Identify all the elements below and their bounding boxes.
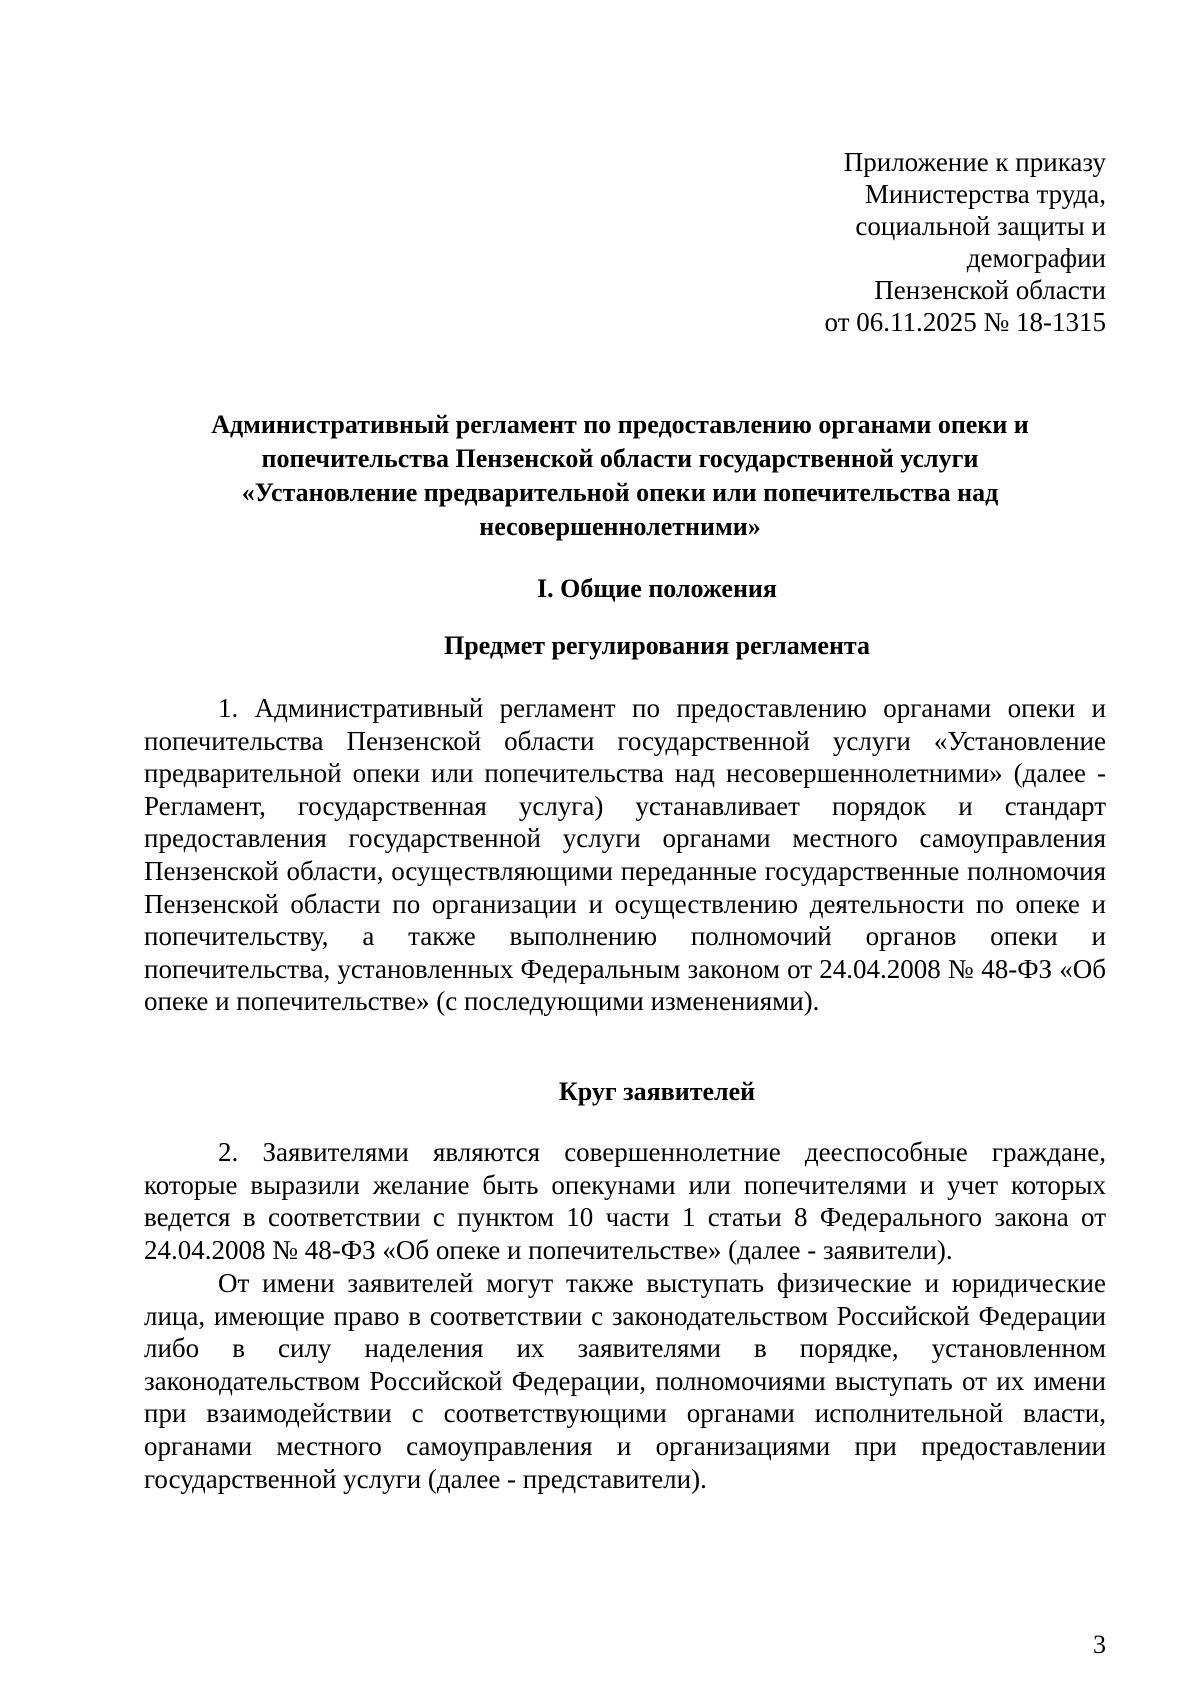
appendix-block	[586, 146, 1106, 338]
paragraph-1: 1. Административный регламент по предоставлению органами опеки и попечительства Пензенской области государственной услуги «Установление предварительной опеки или попечительства над несовершеннолетними» (далее - Регламент, государственная услуга) устанавливает порядок и стандарт предоставления государственной услуги органами местного самоуправления Пензенской области, осуществляющими переданные государственные полномочия Пензенской области по организации и осуществлению деятельности по опеке и попечительству, а также выполнению полномочий органов опеки и попечительства, установленных Федеральным законом от 24.04.2008 № 48-ФЗ «Об опеке и попечительстве» (с последующими изменениями).	[144, 693, 1106, 1017]
paragraph-3: От имени заявителей могут также выступать физические и юридические лица, имеющие право в соответствии с законодательством Российской Федерации либо в силу наделения их заявителями в порядке, установленном законодательством Российской Федерации, полномочиями выступать от их имени при взаимодействии с соответствующими органами исполнительной власти, органами местного самоуправления и организациями при предоставлении государственной услуги (далее - представители).	[144, 1268, 1106, 1494]
subsection-heading-subject: Предмет регулирования регламента	[443, 631, 871, 660]
title-line: Административный регламент по предоставлению органами опеки и	[211, 410, 1029, 439]
appendix-line: от 06.11.2025 № 18-1315	[824, 307, 1106, 337]
title-line: «Установление предварительной опеки или попечительства над	[241, 478, 999, 507]
appendix-line: Приложение к приказу	[843, 147, 1106, 177]
appendix-line: Пензенской области	[874, 275, 1106, 305]
document-title	[160, 408, 1080, 544]
section-heading-general: I. Общие положения	[537, 574, 777, 603]
appendix-line: социальной защиты и	[855, 211, 1106, 241]
paragraph-2: 2. Заявителями являются совершеннолетние дееспособные граждане, которые выразили желание быть опекунами или попечителями и учет которых ведется в соответствии с пунктом 10 части 1 статьи 8 Федерального закона от 24.04.2008 № 48-ФЗ «Об опеке и попечительстве» (далее - заявители).	[144, 1137, 1106, 1265]
appendix-line: Министерства труда,	[864, 179, 1106, 209]
page-number: 3	[1093, 1630, 1106, 1659]
subsection-heading-applicants: Круг заявителей	[558, 1077, 756, 1106]
appendix-line: демографии	[966, 243, 1106, 273]
title-line: попечительства Пензенской области государственной услуги	[261, 444, 979, 473]
title-line: несовершеннолетними»	[479, 512, 761, 541]
